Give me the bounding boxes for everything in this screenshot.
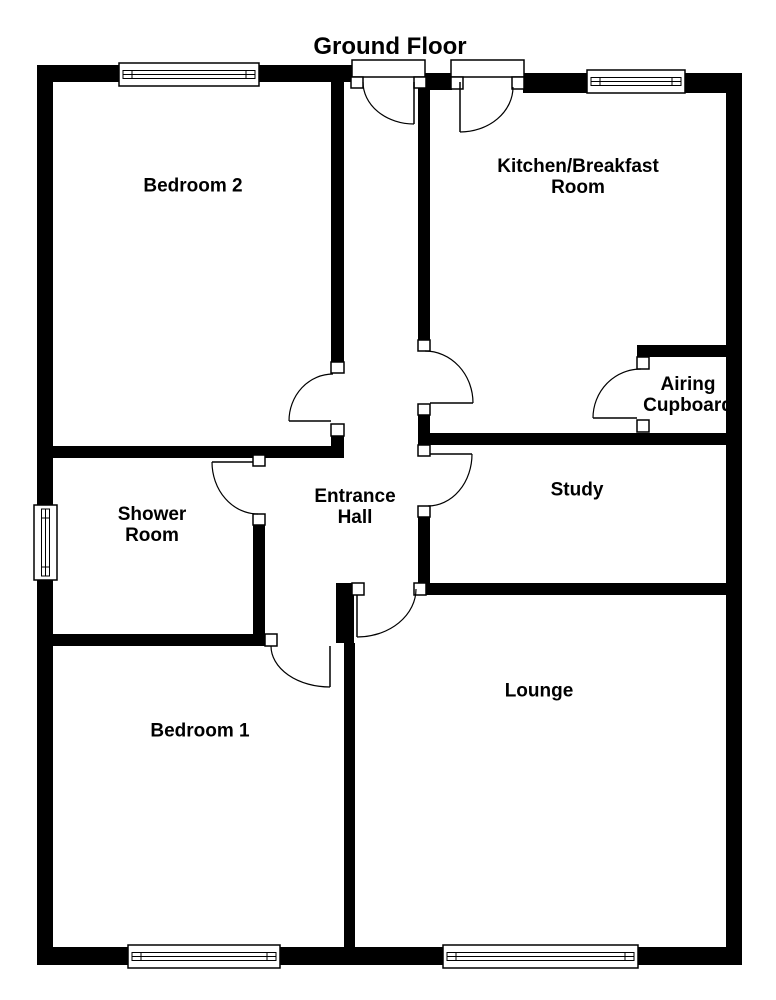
room-label-line: Study (550, 479, 604, 501)
wall (637, 345, 726, 357)
door-swing-arc (212, 462, 258, 514)
room-label-hall (314, 486, 395, 528)
room-label-bedroom2 (143, 176, 242, 197)
room-label-line: Hall (337, 507, 373, 528)
room-label-line: Shower (117, 504, 187, 525)
wall (424, 73, 452, 90)
door-jamb (451, 77, 463, 89)
room-label-line: Entrance (314, 486, 396, 507)
door-swing-arc (460, 87, 513, 132)
door-jamb (418, 506, 430, 517)
door-jamb (418, 340, 430, 351)
floor-title: Ground Floor (313, 33, 467, 60)
door-jamb (253, 455, 265, 466)
door-swing-arc (363, 82, 414, 124)
room-label-airing (643, 374, 733, 416)
wall (344, 643, 355, 947)
wall (418, 88, 430, 340)
room-label-line: Kitchen/Breakfast (497, 156, 659, 177)
room-label-line: Bedroom 2 (143, 175, 243, 197)
door-jamb (265, 634, 277, 646)
wall (253, 525, 265, 646)
door-jamb (331, 362, 344, 373)
wall (53, 634, 265, 646)
wall (418, 517, 430, 583)
door-jamb (414, 77, 426, 88)
room-label-shower (118, 504, 187, 546)
door-jamb (352, 583, 364, 595)
door-jamb (418, 445, 430, 456)
room-label-bedroom1 (150, 721, 249, 742)
door-swing-arc (593, 369, 641, 418)
door-swing-arc (357, 589, 416, 637)
door-swing-arc (271, 646, 330, 687)
door-swing-arc (428, 454, 472, 506)
room-label-study (551, 480, 604, 501)
door-jamb (351, 77, 363, 88)
room-label-line: Room (125, 525, 179, 546)
door-frame (451, 60, 524, 77)
wall (425, 583, 726, 595)
door-jamb (637, 357, 649, 369)
door-jamb (331, 424, 344, 436)
wall (331, 82, 344, 362)
room-label-line: Cupboard (643, 395, 733, 416)
room-label-line: Lounge (504, 680, 574, 702)
room-label-line: Room (551, 177, 605, 198)
door-jamb (637, 420, 649, 432)
door-swing-arc (289, 374, 333, 421)
room-label-kitchen (497, 156, 659, 198)
wall (53, 446, 344, 458)
door-jamb (512, 77, 524, 89)
door-frame (352, 60, 425, 77)
room-label-lounge (505, 681, 574, 702)
wall (726, 73, 742, 965)
door-swing-arc (425, 351, 473, 403)
wall (418, 433, 726, 445)
room-label-line: Airing (660, 374, 716, 395)
door-jamb (418, 404, 430, 415)
room-label-line: Bedroom 1 (150, 720, 250, 742)
door-jamb (253, 514, 265, 525)
